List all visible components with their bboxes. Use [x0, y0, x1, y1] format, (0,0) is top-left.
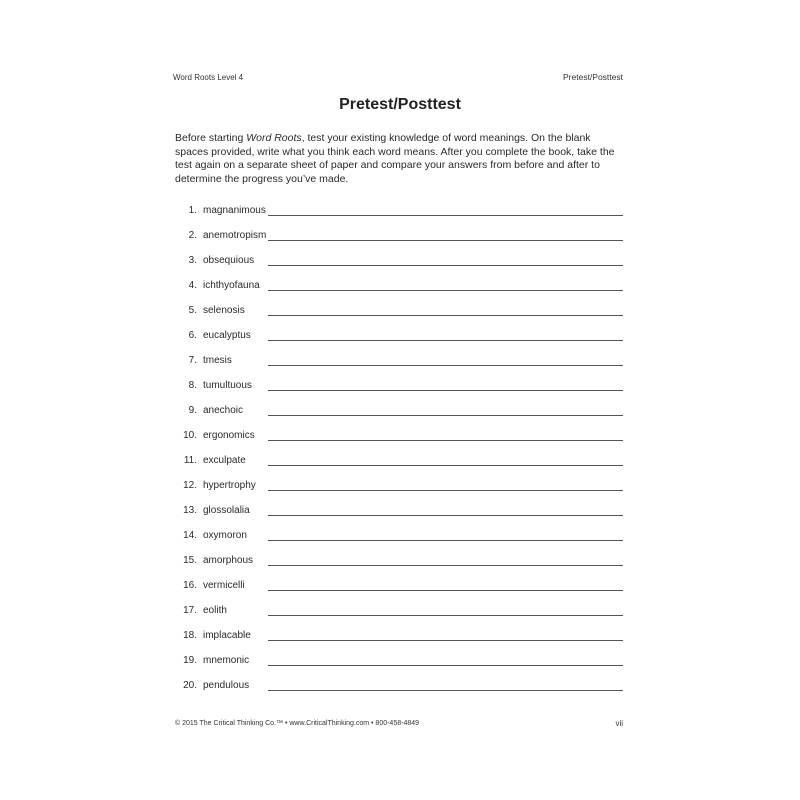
item-word: selenosis	[203, 305, 245, 316]
item-word: obsequious	[203, 255, 255, 266]
item-number: 6.	[188, 330, 197, 341]
list-item	[175, 393, 623, 418]
list-item	[175, 418, 623, 443]
list-item	[175, 193, 623, 218]
item-number: 13.	[183, 505, 197, 516]
answer-blank-line	[268, 615, 623, 616]
list-item	[175, 468, 623, 493]
item-word: oxymoron	[203, 530, 247, 541]
word-list	[175, 193, 623, 693]
answer-blank-line	[268, 515, 623, 516]
item-word: eucalyptus	[203, 330, 251, 341]
item-number: 2.	[188, 230, 197, 241]
item-word: ichthyofauna	[203, 280, 260, 291]
answer-blank-line	[268, 340, 623, 341]
item-word: amorphous	[203, 555, 254, 566]
item-word: anechoic	[203, 405, 244, 416]
item-word: vermicelli	[203, 580, 245, 591]
item-word: tumultuous	[203, 380, 252, 391]
item-number: 4.	[188, 280, 197, 291]
item-number: 20.	[183, 680, 197, 691]
list-item	[175, 518, 623, 543]
answer-blank-line	[268, 415, 623, 416]
item-number: 12.	[183, 480, 197, 491]
list-item	[175, 618, 623, 643]
item-word: implacable	[203, 630, 251, 641]
list-item	[175, 343, 623, 368]
list-item	[175, 318, 623, 343]
item-word: anemotropism	[203, 230, 267, 241]
item-number: 7.	[188, 355, 197, 366]
answer-blank-line	[268, 565, 623, 566]
answer-blank-line	[268, 690, 623, 691]
list-item	[175, 243, 623, 268]
list-item	[175, 493, 623, 518]
item-word: ergonomics	[203, 430, 255, 441]
list-item	[175, 543, 623, 568]
item-number: 1.	[188, 205, 197, 216]
item-number: 9.	[188, 405, 197, 416]
item-number: 18.	[183, 630, 197, 641]
item-number: 5.	[188, 305, 197, 316]
answer-blank-line	[268, 490, 623, 491]
item-word: eolith	[203, 605, 227, 616]
answer-blank-line	[268, 290, 623, 291]
footer-copyright: © 2015 The Critical Thinking Co.™ • www.CriticalThinking.com • 800-458-4849	[175, 720, 420, 727]
item-number: 16.	[183, 580, 197, 591]
list-item	[175, 293, 623, 318]
instructions-after: , test your existing knowledge of word meanings. On the blank spaces provided, write what you think each word means. After you complete the book, take the test again on a separate sheet of paper and compare your answers from before and after to determine the progress you’ve made.	[175, 132, 615, 185]
item-number: 19.	[183, 655, 197, 666]
item-number: 11.	[183, 455, 197, 466]
page-title: Pretest/Posttest	[339, 96, 461, 113]
item-word: pendulous	[203, 680, 250, 691]
answer-blank-line	[268, 640, 623, 641]
item-word: mnemonic	[203, 655, 250, 666]
running-header-section: Pretest/Posttest	[563, 72, 623, 82]
list-item	[175, 568, 623, 593]
list-item	[175, 443, 623, 468]
item-number: 10.	[183, 430, 197, 441]
item-number: 3.	[188, 255, 197, 266]
item-word: glossolalia	[203, 505, 250, 516]
item-number: 17.	[183, 605, 197, 616]
item-number: 8.	[188, 380, 197, 391]
item-word: exculpate	[203, 455, 246, 466]
list-item	[175, 218, 623, 243]
list-item	[175, 268, 623, 293]
item-number: 14.	[183, 530, 197, 541]
instructions-book-title: Word Roots	[246, 132, 302, 144]
answer-blank-line	[268, 215, 623, 216]
item-word: magnanimous	[203, 205, 266, 216]
page-number: vii	[615, 719, 623, 728]
instructions-paragraph	[175, 132, 625, 186]
answer-blank-line	[268, 315, 623, 316]
list-item	[175, 643, 623, 668]
item-number: 15.	[183, 555, 197, 566]
answer-blank-line	[268, 465, 623, 466]
answer-blank-line	[268, 365, 623, 366]
answer-blank-line	[268, 440, 623, 441]
running-header-book: Word Roots Level 4	[173, 73, 244, 82]
answer-blank-line	[268, 540, 623, 541]
answer-blank-line	[268, 590, 623, 591]
list-item	[175, 668, 623, 693]
answer-blank-line	[268, 265, 623, 266]
instructions-before: Before starting	[175, 132, 247, 144]
item-word: hypertrophy	[203, 480, 256, 491]
answer-blank-line	[268, 390, 623, 391]
answer-blank-line	[268, 240, 623, 241]
answer-blank-line	[268, 665, 623, 666]
list-item	[175, 593, 623, 618]
item-word: tmesis	[203, 355, 232, 366]
list-item	[175, 368, 623, 393]
